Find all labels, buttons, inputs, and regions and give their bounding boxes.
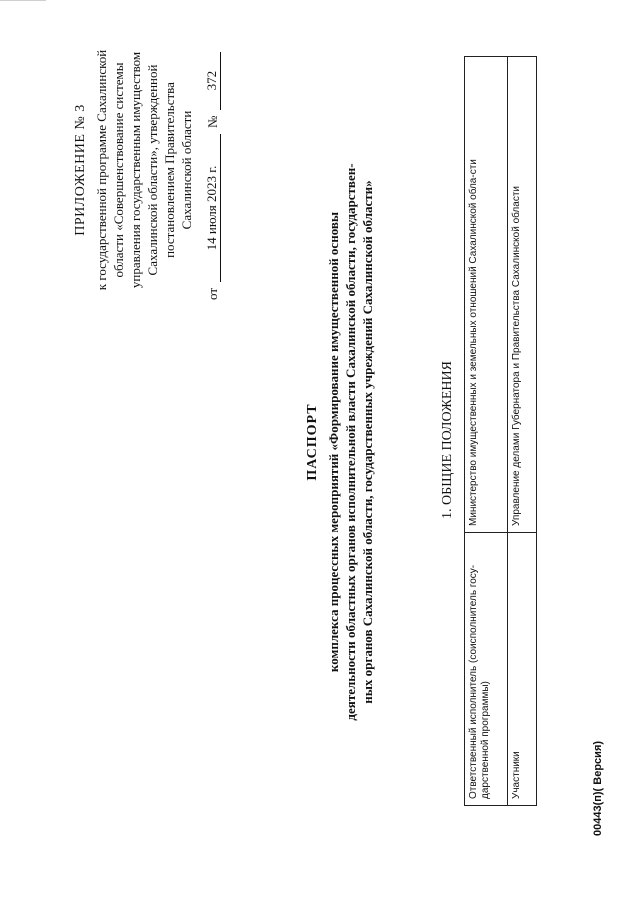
general-provisions-table bbox=[464, 56, 537, 806]
annex-date: 14 июля 2023 г. bbox=[203, 134, 221, 282]
annex-line: Сахалинской области bbox=[179, 110, 194, 230]
table-cell-label: Участники bbox=[508, 533, 537, 806]
document-version-code: 00443(п)( Версия) bbox=[592, 740, 604, 836]
table-cell-value: Министерство имущественных и земельных отношений Сахалинской обла-сти bbox=[465, 57, 508, 533]
annex-line: области «Совершенствование системы bbox=[111, 62, 126, 278]
passport-title: ПАСПОРТ bbox=[305, 403, 320, 481]
passport-line: комплекса процессных мероприятий «Формирование имущественной основы bbox=[326, 211, 341, 673]
passport-line: ных органов Сахалинской области, государственных учреждений Сахалинской области» bbox=[360, 180, 375, 704]
passport-heading bbox=[304, 162, 376, 722]
annex-line: к государственной программе Сахалинской bbox=[94, 49, 109, 291]
annex-line: Сахалинской области», утвержденной bbox=[145, 64, 160, 276]
annex-line: управления государственным имуществом bbox=[128, 51, 143, 289]
table-cell-value: Управление делами Губернатора и Правительства Сахалинской области bbox=[508, 57, 537, 533]
table-row bbox=[508, 57, 537, 806]
passport-line: деятельности областных органов исполнительной власти Сахалинской области, государствен- bbox=[343, 163, 358, 721]
annex-text bbox=[93, 40, 195, 300]
annex-number: 372 bbox=[203, 52, 221, 110]
table-row bbox=[465, 57, 508, 806]
annex-date-row bbox=[203, 40, 221, 300]
date-prefix: от bbox=[205, 287, 220, 300]
annex-line: постановлением Правительства bbox=[162, 82, 177, 258]
annex-title: ПРИЛОЖЕНИЕ № 3 bbox=[73, 104, 88, 236]
number-sign: № bbox=[205, 115, 220, 128]
annex-block bbox=[72, 40, 221, 460]
table-cell-label: Ответственный исполнитель (соисполнитель госу-дарственной программы) bbox=[465, 533, 508, 806]
section-title: 1. ОБЩИЕ ПОЛОЖЕНИЯ bbox=[440, 361, 455, 519]
